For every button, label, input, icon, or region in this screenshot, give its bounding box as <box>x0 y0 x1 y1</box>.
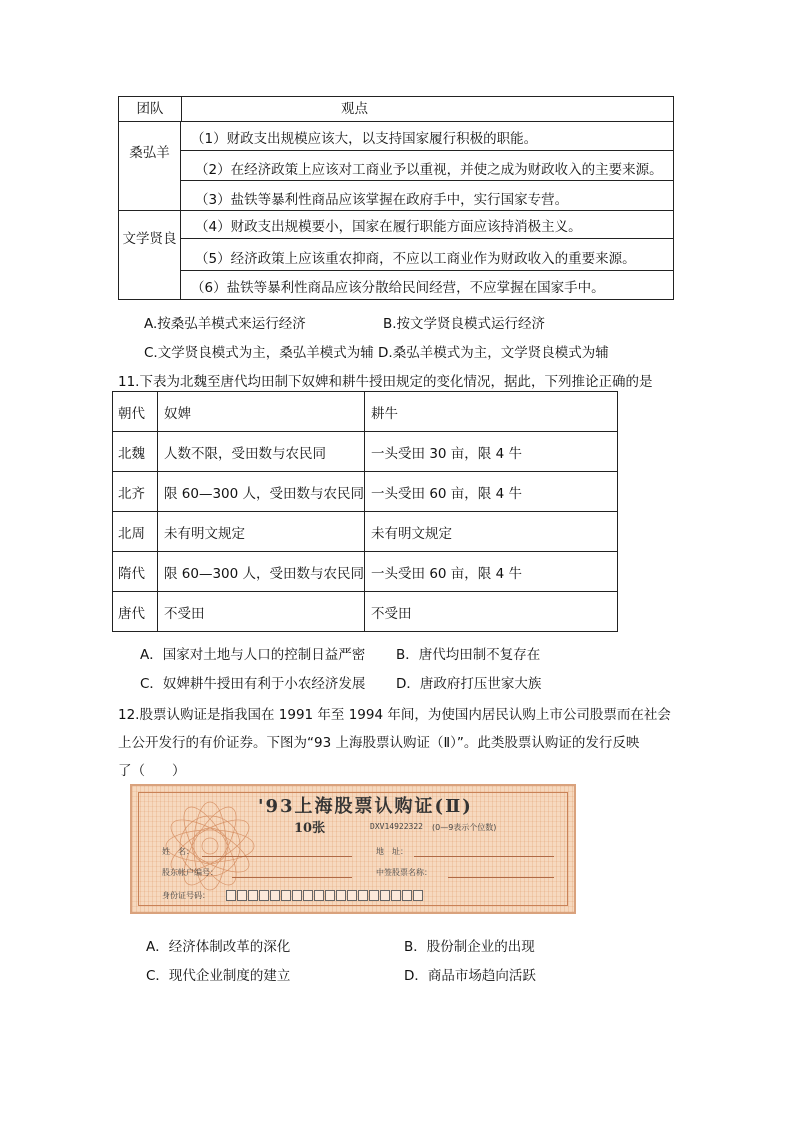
table-row <box>113 472 618 512</box>
cell-oxen: 一头受田 60 亩，限 4 牛 <box>365 552 618 592</box>
table-row <box>181 181 673 211</box>
table-row <box>181 151 673 181</box>
header-dynasty: 朝代 <box>113 392 158 432</box>
q12-option-c: C．现代企业制度的建立 <box>146 968 291 984</box>
table-row <box>181 271 673 299</box>
name-line <box>202 856 352 857</box>
group-sanghongyang <box>119 121 181 211</box>
q10-option-b: B.按文学贤良模式运行经济 <box>383 316 546 332</box>
table-row <box>113 552 618 592</box>
q11-table <box>112 391 618 632</box>
cell-dynasty: 北魏 <box>113 432 158 472</box>
group-name: 桑弘羊 <box>129 145 170 161</box>
cell-dynasty: 隋代 <box>113 552 158 592</box>
q11-option-c: C．奴婢耕牛授田有利于小农经济发展 <box>140 676 366 692</box>
id-number-boxes <box>226 890 424 901</box>
cell-dynasty: 北周 <box>113 512 158 552</box>
q11-option-d: D．唐政府打压世家大族 <box>396 676 542 692</box>
q12-option-a: A．经济体制改革的深化 <box>146 939 291 955</box>
address-line <box>414 856 554 857</box>
q11-option-b: B．唐代均田制不复存在 <box>396 647 541 663</box>
row-text: （2）在经济政策上应该对工商业予以重视，并使之成为财政收入的主要来源。 <box>195 162 663 178</box>
table-row <box>113 432 618 472</box>
viewpoint-table-header <box>119 97 673 122</box>
certificate-note: (0—9表示个位数) <box>432 823 497 832</box>
stock-name-line <box>448 877 554 878</box>
id-label: 身份证号码： <box>162 891 210 900</box>
account-label: 股东帐户编号： <box>162 868 218 877</box>
cell-oxen: 一头受田 60 亩，限 4 牛 <box>365 472 618 512</box>
cell-oxen: 不受田 <box>365 592 618 632</box>
table-row <box>181 239 673 271</box>
header-slaves: 奴婢 <box>158 392 365 432</box>
cell-oxen: 一头受田 30 亩，限 4 牛 <box>365 432 618 472</box>
certificate-count: 10张 <box>294 821 326 836</box>
header-oxen: 耕牛 <box>365 392 618 432</box>
table-row <box>113 512 618 552</box>
q12-option-b: B．股份制企业的出现 <box>404 939 535 955</box>
row-text: （6）盐铁等暴利性商品应该分散给民间经营，不应掌握在国家手中。 <box>191 280 605 296</box>
cell-dynasty: 北齐 <box>113 472 158 512</box>
header-team: 团队 <box>119 97 182 121</box>
q12-option-d: D．商品市场趋向活跃 <box>404 968 536 984</box>
cell-dynasty: 唐代 <box>113 592 158 632</box>
q11-stem: 11.下表为北魏至唐代均田制下奴婢和耕牛授田规定的变化情况，据此，下列推论正确的是 <box>118 374 653 390</box>
row-text: （5）经济政策上应该重农抑商，不应以工商业作为财政收入的重要来源。 <box>195 251 636 267</box>
row-text: （4）财政支出规模要小，国家在履行职能方面应该持消极主义。 <box>195 219 582 235</box>
group-wenxuexianliang <box>119 211 181 299</box>
header-viewpoint: 观点 <box>341 101 368 117</box>
group-name: 文学贤良 <box>122 231 177 247</box>
cell-slaves: 不受田 <box>158 592 365 632</box>
q10-option-a: A.按桑弘羊模式来运行经济 <box>144 316 306 332</box>
certificate-title: '93上海股票认购证(Ⅱ) <box>258 796 473 817</box>
q10-option-cd: C.文学贤良模式为主，桑弘羊模式为辅 D.桑弘羊模式为主，文学贤良模式为辅 <box>144 345 609 361</box>
address-label: 地 址： <box>376 847 408 856</box>
viewpoint-table <box>118 96 674 300</box>
stock-name-label: 中签股票名称： <box>376 868 432 877</box>
q11-option-a: A．国家对土地与人口的控制日益严密 <box>140 647 366 663</box>
cell-slaves: 未有明文规定 <box>158 512 365 552</box>
cell-slaves: 限 60—300 人，受田数与农民同 <box>158 552 365 592</box>
table-row <box>181 211 673 239</box>
table-header-row <box>113 392 618 432</box>
stock-certificate-image <box>130 784 576 914</box>
q12-stem-line1: 12.股票认购证是指我国在 1991 年至 1994 年间，为使国内居民认购上市公司股票而在社会 <box>118 707 671 723</box>
cell-oxen: 未有明文规定 <box>365 512 618 552</box>
table-row <box>113 592 618 632</box>
q12-stem-line3: 了（ ） <box>118 763 186 779</box>
name-label: 姓 名： <box>162 847 194 856</box>
q12-stem-line2: 上公开发行的有价证券。下图为“93 上海股票认购证（Ⅱ）”。此类股票认购证的发行反映 <box>118 735 640 751</box>
row-text: （1）财政支出规模应该大，以支持国家履行积极的职能。 <box>191 131 538 147</box>
cell-slaves: 限 60—300 人，受田数与农民同 <box>158 472 365 512</box>
certificate-serial: DXV14922322 <box>370 822 423 831</box>
table-row <box>181 121 673 151</box>
account-line <box>232 877 352 878</box>
cell-slaves: 人数不限，受田数与农民同 <box>158 432 365 472</box>
row-text: （3）盐铁等暴利性商品应该掌握在政府手中，实行国家专营。 <box>195 192 569 208</box>
